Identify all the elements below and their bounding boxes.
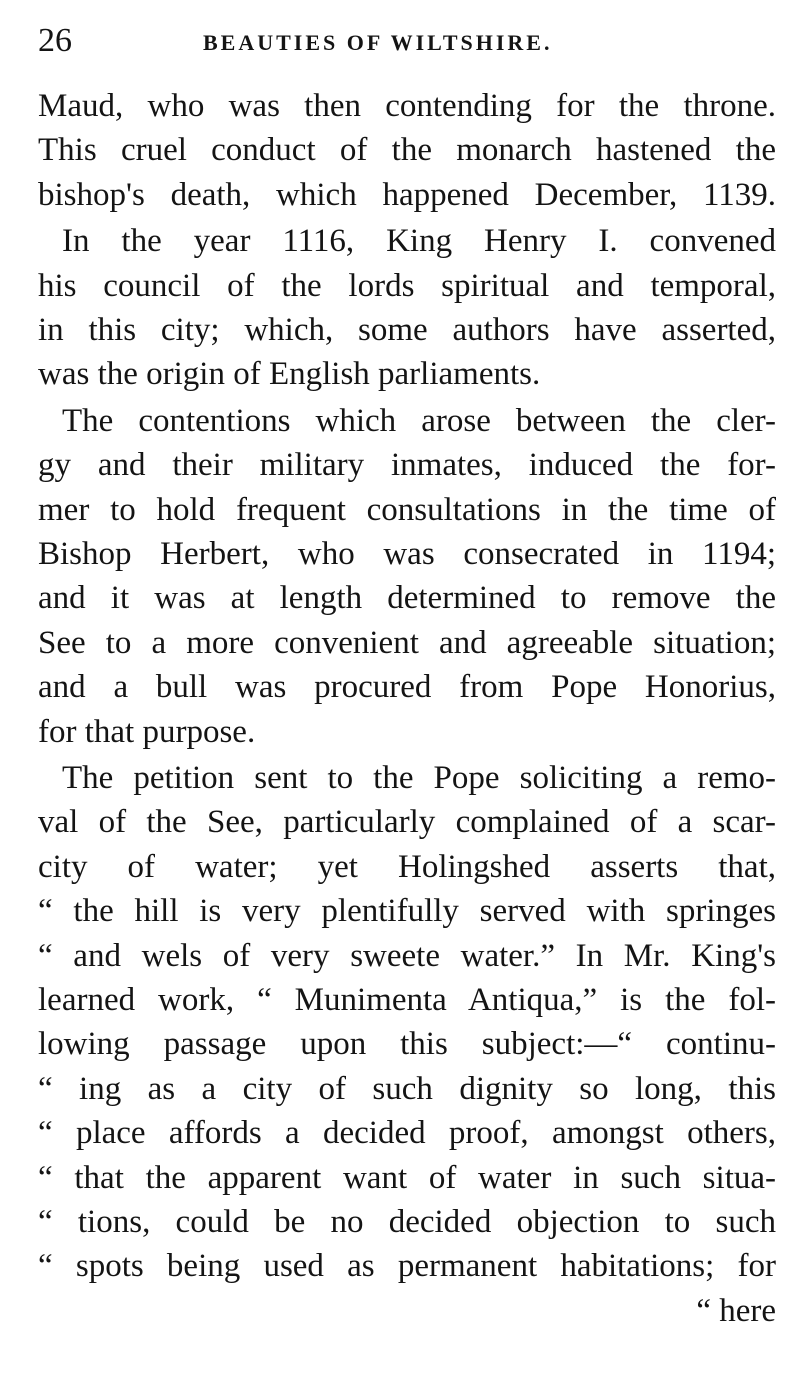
- text-line: and it was at length determined to remove the: [38, 580, 776, 617]
- text-line: bishop's death, which happened December, 1139.: [38, 176, 776, 213]
- text-line: “ tions, could be no decided objection to such: [38, 1204, 776, 1240]
- text-line: val of the See, particularly complained of a scar-: [38, 804, 776, 841]
- text-line: in this city; which, some authors have asserted,: [38, 312, 776, 348]
- text-line: “ that the apparent want of water in such situa-: [38, 1159, 776, 1196]
- text-line: and a bull was procured from Pope Honorius,: [38, 669, 776, 706]
- text-line: “ spots being used as permanent habitations; for: [38, 1248, 776, 1285]
- text-line: See to a more convenient and agreeable situation;: [38, 624, 776, 661]
- running-title: BEAUTIES OF WILTSHIRE.: [203, 30, 553, 55]
- text-line: his council of the lords spiritual and temporal,: [38, 267, 776, 304]
- text-line: “ and wels of very sweete water.” In Mr. King's: [38, 937, 776, 974]
- text-line: learned work, “ Munimenta Antiqua,” is the fol-: [38, 982, 776, 1018]
- running-header: [38, 22, 760, 66]
- text-line: mer to hold frequent consultations in the time of: [38, 491, 776, 528]
- text-line: for that purpose.: [38, 713, 256, 750]
- text-line: “ place affords a decided proof, amongst others,: [38, 1115, 776, 1152]
- text-line: The contentions which arose between the cler-: [62, 402, 776, 439]
- text-line: lowing passage upon this subject:—“ continu-: [38, 1026, 776, 1063]
- text-line: gy and their military inmates, induced the for-: [38, 447, 776, 484]
- text-line: “ here: [696, 1292, 776, 1329]
- text-line: “ the hill is very plentifully served with springes: [38, 893, 776, 930]
- text-line: Bishop Herbert, who was consecrated in 1194;: [38, 536, 776, 572]
- text-line: “ ing as a city of such dignity so long, this: [38, 1070, 776, 1107]
- text-line: city of water; yet Holingshed asserts that,: [38, 848, 776, 885]
- text-line: The petition sent to the Pope soliciting a remo-: [62, 760, 776, 796]
- text-line: In the year 1116, King Henry I. convened: [62, 223, 776, 260]
- text-line: was the origin of English parliaments.: [38, 356, 541, 393]
- text-line: Maud, who was then contending for the throne.: [38, 88, 776, 124]
- text-line: This cruel conduct of the monarch hastened the: [38, 132, 776, 169]
- page-number: 26: [38, 22, 72, 59]
